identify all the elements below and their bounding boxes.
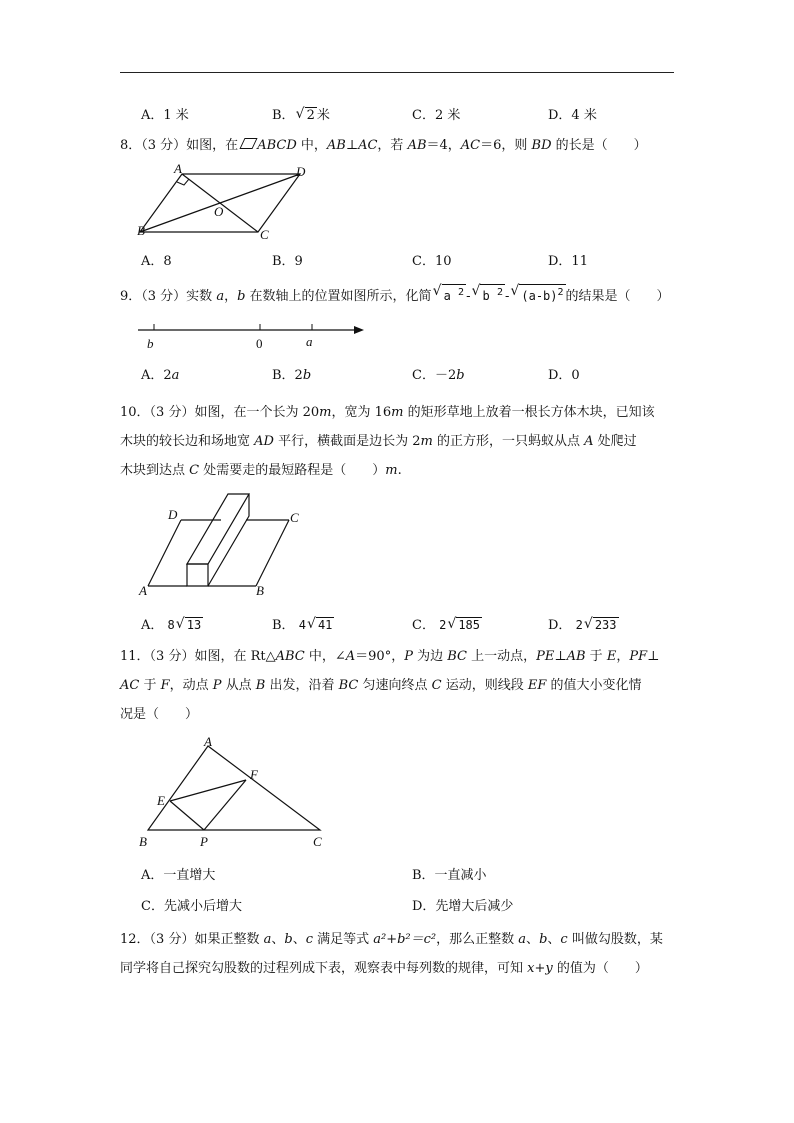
- q11-option-a: A．一直增大: [141, 868, 216, 883]
- header-rule: [120, 72, 674, 73]
- parallelogram-icon: [240, 138, 258, 149]
- q7-option-b: B． √ 2 米: [272, 106, 330, 123]
- q8-option-d: D．11: [548, 254, 588, 269]
- q9-option-c: C．－2b: [412, 368, 465, 383]
- q7-option-c: C．2 米: [412, 108, 461, 123]
- svg-text:P: P: [200, 834, 208, 849]
- q10-option-c: C． 2 √ 185: [412, 616, 481, 633]
- svg-text:O: O: [214, 204, 224, 219]
- svg-text:D: D: [168, 507, 178, 522]
- q10-option-a: A． 8 √ 13: [141, 616, 202, 633]
- q12-stem: [120, 925, 663, 983]
- q9-stem: 9．（3 分）实数 a，b 在数轴上的位置如图所示，化简 √ a $^2$ - √ b $^2$ - √ $(a-b)^2$ 的结果是（ ）: [120, 283, 670, 304]
- svg-text:C: C: [260, 227, 269, 242]
- svg-text:0: 0: [256, 336, 263, 351]
- q10-field-figure: [136, 488, 316, 598]
- q10-option-d: D． 2 √ 233: [548, 616, 617, 633]
- svg-text:F: F: [250, 767, 258, 782]
- q9-option-a: A．2a: [141, 368, 180, 383]
- q7-option-d: D．4 米: [548, 108, 597, 123]
- q8-option-c: C．10: [412, 254, 452, 269]
- svg-text:D: D: [296, 164, 306, 179]
- svg-text:B: B: [139, 834, 147, 849]
- q11-triangle-figure: [136, 736, 336, 848]
- svg-text:b: b: [147, 336, 154, 351]
- q10-option-b: B． 4 √ 41: [272, 616, 333, 633]
- q10-line-3: 木块到达点 C 处需要走的最短路程是（ ）m.: [120, 463, 402, 478]
- q12-line-2: 同学将自己探究勾股数的过程列成下表，观察表中每列数的规律，可知 x+y 的值为（ ）: [120, 961, 648, 976]
- q11-option-d: D．先增大后减少: [412, 899, 514, 914]
- q11-line-1: 11．（3 分）如图，在 Rt△ABC 中，∠A＝90°，P 为边 BC 上一动点，PE⊥AB 于 E，PF⊥: [120, 649, 660, 664]
- q10-line-2: 木块的较长边和场地宽 AD 平行，横截面是边长为 2m 的正方形，一只蚂蚁从点 A 处爬过: [120, 434, 637, 449]
- q11-line-2: AC 于 F，动点 P 从点 B 出发，沿着 BC 匀速向终点 C 运动，则线段 EF 的值大小变化情: [120, 678, 642, 693]
- svg-text:A: A: [204, 734, 212, 749]
- svg-text:E: E: [157, 793, 165, 808]
- q8-option-a: A．8: [141, 254, 172, 269]
- svg-text:C: C: [313, 834, 322, 849]
- q8-option-b: B．9: [272, 254, 303, 269]
- q12-line-1: 12．（3 分）如果正整数 a、b、c 满足等式 a²+b²＝c²，那么正整数 a、b、c 叫做勾股数，某: [120, 932, 663, 947]
- q10-line-1: 10．（3 分）如图，在一个长为 20m，宽为 16m 的矩形草地上放着一根长方体木块，已知该: [120, 405, 655, 420]
- q9-option-d: D．0: [548, 368, 580, 383]
- svg-text:A: A: [174, 161, 182, 176]
- q9-option-b: B．2b: [272, 368, 312, 383]
- q9-number-line: [138, 318, 368, 352]
- svg-text:B: B: [256, 583, 264, 598]
- q8-stem: 8．（3 分）如图，在 ABCD 中，AB⊥AC，若 AB＝4，AC＝6，则 BD 的长是（ ）: [120, 138, 647, 153]
- q11-stem: [120, 642, 659, 729]
- q11-option-b: B．一直减小: [412, 868, 487, 883]
- q11-line-3: 况是（ ）: [120, 707, 199, 722]
- q8-parallelogram-figure: [130, 160, 320, 242]
- q10-stem: [120, 398, 655, 485]
- q11-option-c: C．先减小后增大: [141, 899, 242, 914]
- svg-text:a: a: [306, 334, 313, 349]
- q7-option-a: A．1 米: [141, 108, 189, 123]
- svg-text:A: A: [139, 583, 147, 598]
- svg-text:B: B: [137, 223, 145, 238]
- svg-text:C: C: [290, 510, 299, 525]
